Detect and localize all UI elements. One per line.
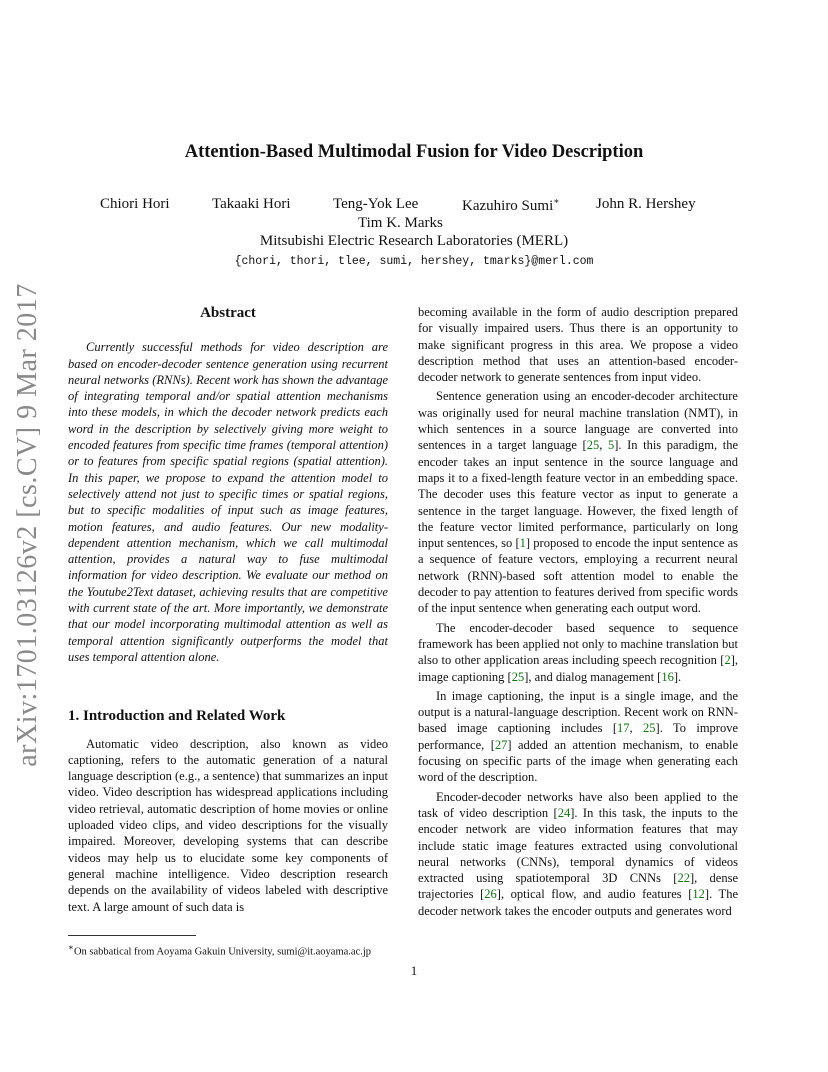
paragraph-text: ], optical flow, and audio features [ [496, 887, 693, 902]
body-paragraph [418, 388, 738, 616]
citation-link[interactable]: 1 [519, 536, 526, 551]
citation-link[interactable]: 17 [617, 721, 630, 736]
affiliation: Mitsubishi Electric Research Laboratories (MERL) [259, 233, 569, 249]
citation-link[interactable]: 26 [484, 887, 497, 902]
citation-link[interactable]: 27 [494, 737, 508, 752]
body-paragraph [418, 688, 738, 786]
abstract-text: Currently successful methods for video description are based on encoder-decoder sentence generation using recurrent neural networks (RNNs). Recent work has shown the advantage of integrating temporal and/or spatial attention mechanisms into these models, in which the decoder network predicts each word in the description by selectively giving more weight to encoded features from specific time frames (temporal attention) or to features from specific spatial regions (spatial attention). In this paper, we propose to expand the attention model to selectively attend not just to specific times or spatial regions, but to specific modalities of input such as image features, motion features, and audio features. Our new modality-dependent attention mechanism, which we call multimodal attention, provides a natural way to fuse multimodal information for video description. We evaluate our method on the Youtube2Text dataset, achieving results that are competitive with current state of the art. More importantly, we demonstrate that our model incorporating multimodal attention as well as temporal attention significantly outperforms the model that uses temporal attention alone. [68, 340, 388, 664]
author-name-with-mark [462, 196, 559, 215]
body-paragraph: becoming available in the form of audio description prepared for visually impaired users. Thus there is an opportunity to make significant progress in this area. We propose a video description method that uses an attention-based encoder-decoder network to generate sentences from input video. [418, 305, 738, 385]
arxiv-sidebar [8, 283, 48, 767]
paragraph-text: ] proposed to encode the input sentence as a sequence of feature vectors, employing a recurrent neural network (RNN)-based soft attention model to enable the decoder to pay attention to features derived from specific words of the input sentence when generating each output word. [418, 536, 739, 616]
paragraph-text: ], image captioning [ [418, 653, 738, 684]
citation-link[interactable]: 2 [724, 653, 731, 668]
author-name: John R. Hershey [596, 196, 696, 212]
footnote-divider [68, 935, 196, 936]
author-name: Chiori Hori [100, 196, 170, 212]
arxiv-identifier: arXiv:1701.03126v2 [cs.CV] 9 Mar 2017 [12, 283, 43, 767]
paragraph-text: ]. In this task, the inputs to the encoder network are video information features that may include static image features extracted using convolutional neural networks (CNNs), temporal dynamics of videos extracted using spatiotemporal 3D CNNs [ [418, 805, 738, 886]
page-number: 1 [410, 963, 418, 978]
citation-link[interactable]: 5 [607, 438, 615, 453]
citation-link[interactable]: 16 [661, 669, 674, 684]
footnote-text: On sabbatical from Aoyama Gakuin University, sumi@it.aoyama.ac.jp [73, 946, 372, 958]
abstract-heading: Abstract [200, 305, 256, 321]
citation-link[interactable]: 25 [643, 721, 656, 736]
left-column [68, 305, 388, 915]
paragraph-text: ]. In this paradigm, the encoder takes an input sentence in the source language and maps it to a fixed-length feature vector in an embedding space. The decoder uses this feature vector as input to generate a sentence in the target language. However, the fixed length of the feature vector limited performance, particularly on long input sentences, so [ [418, 438, 738, 551]
citation-link[interactable]: 25 [586, 438, 600, 453]
paragraph-text: ]. [673, 669, 682, 684]
right-column [418, 304, 738, 919]
citation-separator: , [599, 438, 608, 453]
paragraph-text: Sentence generation using an encoder-decoder architecture was originally used for neural machine translation (NMT), in which sentences in a source language are converted into sentences in a target language [ [418, 389, 738, 453]
paper-title: Attention-Based Multimodal Fusion for Video Description [184, 142, 644, 162]
author-emails: {chori, thori, tlee, sumi, hershey, tmarks}@merl.com [234, 255, 594, 268]
paragraph-text: ]. The decoder network takes the encoder outputs and generates word [418, 887, 738, 918]
footnote [68, 940, 388, 960]
paragraph-text: ] added an attention mechanism, to enable focusing on specific parts of the image when generating each word of the description. [418, 737, 738, 785]
paragraph-text: The encoder-decoder based sequence to sequence framework has been applied not only to machine translation but also to other application areas including speech recognition [ [418, 620, 738, 668]
paragraph-text: In image captioning, the input is a single image, and the output is a natural-language description. Recent work on RNN-based image captioning includes [ [418, 688, 738, 736]
author-name: Takaaki Hori [212, 196, 291, 212]
body-paragraph [418, 789, 738, 919]
body-paragraph [418, 620, 738, 685]
citation-link[interactable]: 25 [511, 669, 525, 684]
paragraph-text: ], and dialog management [ [524, 669, 662, 684]
citation-separator: , [629, 721, 644, 736]
paragraph-text: ], dense trajectories [ [418, 871, 738, 902]
author-name: Kazuhiro Sumi [462, 198, 554, 214]
paragraph-text: ]. To improve performance, [ [418, 721, 739, 752]
citation-link[interactable]: 24 [557, 805, 571, 820]
author-name: Tim K. Marks [358, 215, 443, 231]
citation-link[interactable]: 22 [677, 871, 690, 886]
intro-paragraph: Automatic video description, also known as video captioning, refers to the automatic generation of a natural language description (e.g., a sentence) that summarizes an input video. Video description has widespread applications including video retrieval, automatic description of home movies or online uploaded video clips, and video descriptions for the visually impaired. Moreover, developing systems that can describe videos may help us to elucidate some key components of general machine intelligence. Video description research depends on the availability of videos labeled with descriptive text. A large amount of such data is [68, 736, 388, 914]
author-name: Teng-Yok Lee [333, 196, 419, 212]
section-heading: 1. Introduction and Related Work [68, 708, 286, 725]
paragraph-text: Encoder-decoder networks have also been applied to the task of video description [ [418, 789, 738, 820]
citation-link[interactable]: 12 [692, 887, 705, 902]
footnote-mark: ∗ [68, 942, 74, 952]
footnote-mark: ∗ [553, 196, 560, 206]
